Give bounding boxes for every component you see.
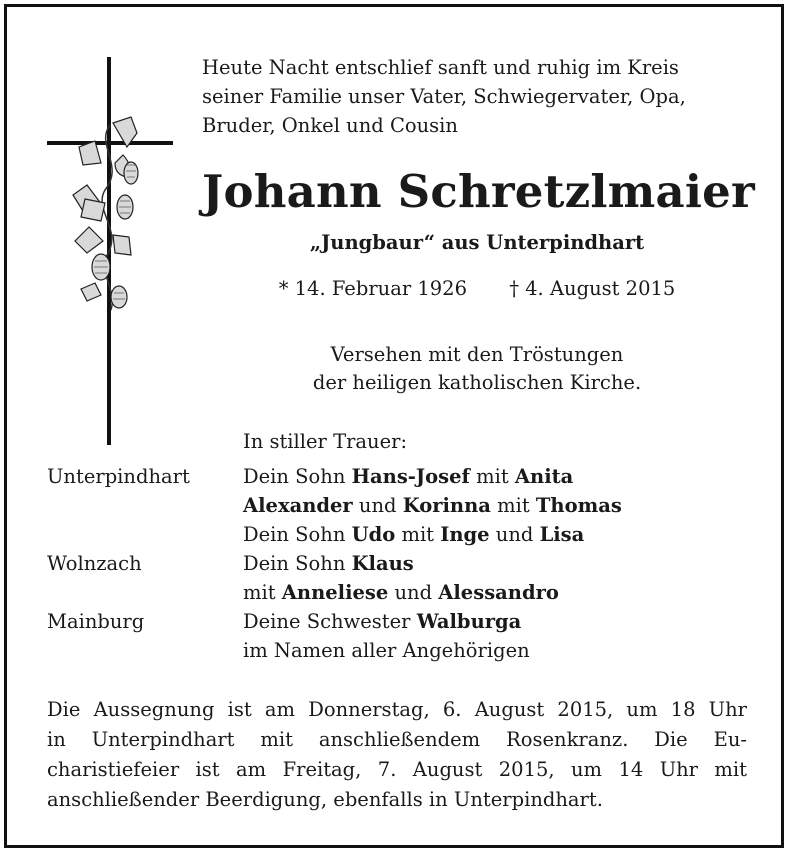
mourner-place [47, 520, 243, 549]
mourner-row [47, 578, 622, 607]
mourner-names [243, 549, 414, 578]
mourner-place [47, 491, 243, 520]
funeral-line: Die Aussegnung ist am Donnerstag, 6. August 2015, um 18 Uhr [47, 698, 747, 721]
mourner-name: Klaus [351, 552, 414, 575]
mourner-name: Hans-Josef [351, 465, 470, 488]
comfort-line: Versehen mit den Tröstungen [330, 343, 624, 366]
mourner-row [47, 549, 622, 578]
mourner-text: und [489, 523, 540, 546]
mourning-label: In stiller Trauer: [243, 430, 408, 453]
mourner-row [47, 462, 622, 491]
life-dates [202, 277, 752, 300]
intro-line: Heute Nacht entschlief sanft und ruhig im Kreis [202, 56, 679, 79]
mourner-place: Unterpindhart [47, 465, 190, 488]
mourner-names [243, 607, 521, 636]
hops-vine-icon [65, 115, 155, 315]
mourners-list [47, 462, 622, 665]
mourner-text: Dein Sohn [243, 523, 352, 546]
mourner-text: mit [469, 465, 515, 488]
mourner-names [243, 520, 584, 549]
mourner-place [47, 636, 243, 665]
mourner-text: Deine Schwester [243, 610, 417, 633]
mourner-text: und [352, 494, 403, 517]
mourner-place: Mainburg [47, 610, 145, 633]
mourner-text: im Namen aller Angehörigen [243, 639, 530, 662]
funeral-line: anschließender Beerdigung, ebenfalls in Unterpindhart. [47, 788, 603, 811]
mourner-name: Anneliese [281, 581, 389, 604]
intro-text [202, 53, 762, 140]
mourner-name: Lisa [539, 523, 585, 546]
mourner-name: Thomas [535, 494, 622, 517]
mourner-row [47, 636, 622, 665]
mourner-text: Dein Sohn [243, 552, 352, 575]
mourner-names [243, 491, 622, 520]
mourner-name: Anita [514, 465, 574, 488]
mourner-text: und [388, 581, 439, 604]
mourner-text: Dein Sohn [243, 465, 352, 488]
mourner-text: mit [490, 494, 536, 517]
nickname-origin: „Jungbaur“ aus Unterpindhart [309, 231, 645, 254]
mourner-row [47, 491, 622, 520]
mourner-text: mit [395, 523, 441, 546]
funeral-line: in Unterpindhart mit anschließendem Rosenkranz. Die Eu- [47, 728, 747, 751]
mourner-name: Udo [351, 523, 396, 546]
intro-line: seiner Familie unser Vater, Schwiegervater, Opa, [202, 85, 686, 108]
mourner-text: mit [243, 581, 282, 604]
mourner-place [47, 578, 243, 607]
comfort-line: der heiligen katholischen Kirche. [312, 371, 642, 394]
birth-date: * 14. Februar 1926 [278, 277, 467, 300]
mourner-place: Wolnzach [47, 552, 142, 575]
intro-line: Bruder, Onkel und Cousin [202, 114, 458, 137]
mourner-name: Walburga [416, 610, 522, 633]
death-date: † 4. August 2015 [509, 277, 676, 300]
mourner-name: Korinna [402, 494, 491, 517]
deceased-name: Johann Schretzlmaier [202, 165, 755, 218]
funeral-details [47, 695, 747, 815]
mourner-names [243, 636, 530, 665]
mourner-name: Alexander [243, 494, 353, 517]
mourner-row [47, 520, 622, 549]
mourner-names [243, 462, 573, 491]
funeral-line: charistiefeier ist am Freitag, 7. August 2015, um 14 Uhr mit [47, 758, 747, 781]
mourner-name: Alessandro [438, 581, 559, 604]
mourner-row [47, 607, 622, 636]
mourner-names [243, 578, 559, 607]
sacrament-text [202, 341, 752, 397]
mourner-name: Inge [440, 523, 490, 546]
obituary-notice [4, 4, 784, 848]
